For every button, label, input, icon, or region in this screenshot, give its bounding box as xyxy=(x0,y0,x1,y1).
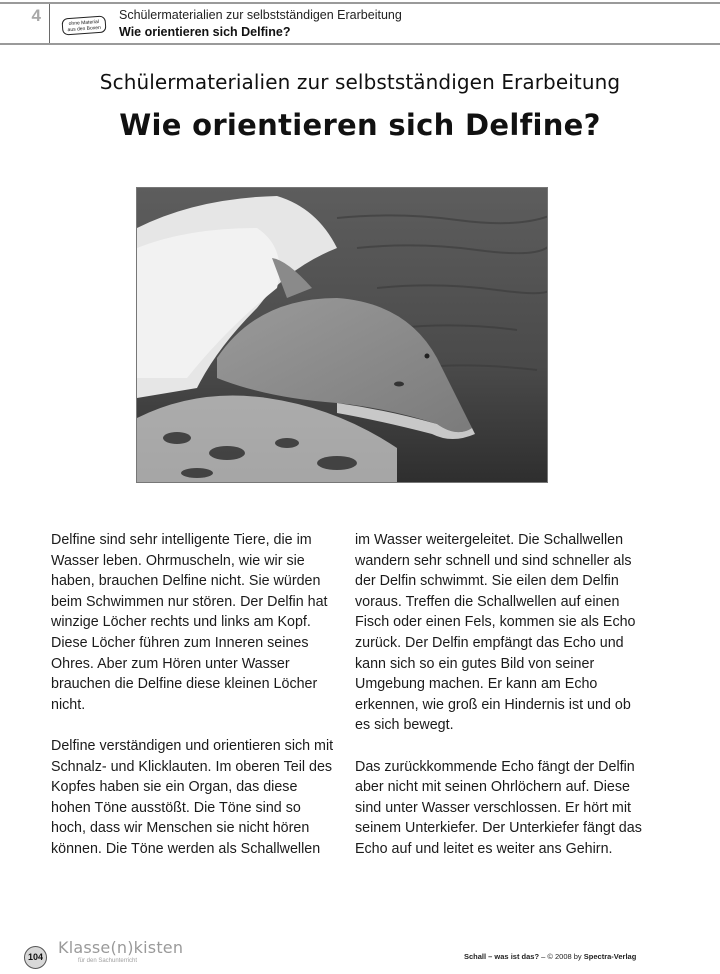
book-title: Schall – was ist das? xyxy=(464,952,540,961)
page-kicker: Schülermaterialien zur selbstständigen Erarbeitung xyxy=(99,70,621,94)
paragraph: im Wasser weitergeleitet. Die Schallwellen wandern sehr schnell und sind schneller als der Delfin schwimmt. Sie eilen dem Delfin voraus. Treffen die Schallwellen auf einen Fisch oder einen Fels, kommen sie als Echo zurück. Der Delfin empfängt das Echo und kann sich so ein gutes Bild von seiner Umgebung machen. Er kann am Echo erkennen, wie groß ein Hindernis ist und ob es sich bewegt. xyxy=(355,532,636,734)
header-subtitle: Schülermaterialien zur selbstständigen Erarbeitung xyxy=(119,8,402,22)
copyright-text: – © 2008 by xyxy=(539,952,584,961)
paragraph: Delfine sind sehr intelligente Tiere, die im Wasser leben. Ohrmuscheln, wie wir sie haben, brauchen Delfine nicht. Sie würden beim Schwimmen nur stören. Der Delfin hat winzige Löcher rechts und links am Kopf. Diese Löcher führen zum Inneren seines Ohres. Aber zum Hören unter Wasser brauchen die Delfine diese kleinen Löcher nicht. xyxy=(51,532,328,713)
publisher-logo-subtitle: für den Sachunterricht xyxy=(78,958,138,964)
chapter-box xyxy=(0,4,50,43)
no-material-badge-icon xyxy=(61,15,106,35)
text-column-left xyxy=(51,530,341,880)
header-title: Wie orientieren sich Delfine? xyxy=(119,25,291,39)
publisher-logo: Klasse(n)kisten xyxy=(58,938,184,957)
text-column-right xyxy=(355,530,645,880)
badge-line-2: aus den Boxen xyxy=(67,24,102,34)
footer-credit xyxy=(464,952,636,961)
running-header xyxy=(0,2,720,45)
paragraph: Das zurückkommende Echo fängt der Delfin aber nicht mit seinen Ohrlöchern auf. Diese sind unter Wasser verschlossen. Er hört mit seinem Unterkiefer. Der Unterkiefer fängt das Echo auf und leitet es weiter ans Gehirn. xyxy=(355,758,642,857)
publisher-name: Spectra-Verlag xyxy=(583,952,637,961)
chapter-number: 4 xyxy=(31,6,41,25)
page-title: Wie orientieren sich Delfine? xyxy=(119,108,601,142)
page-number: 104 xyxy=(24,946,47,969)
dolphin-photo-icon xyxy=(137,188,548,483)
paragraph: Delfine verständigen und orientieren sich mit Schnalz- und Klicklauten. Im oberen Teil des Kopfes haben sie ein Organ, das diese hohen Töne ausstößt. Die Töne sind so hoch, dass wir Menschen sie nicht hören können. Die Töne werden als Schallwellen xyxy=(51,737,334,857)
badge-line-1: ohne Material xyxy=(68,18,100,28)
dolphin-photo xyxy=(136,187,548,483)
